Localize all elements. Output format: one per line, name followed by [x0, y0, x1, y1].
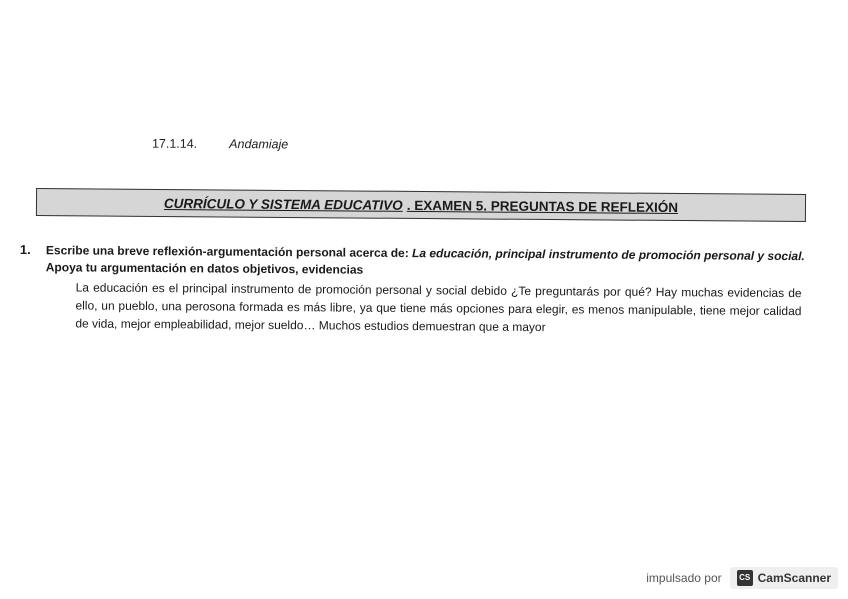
section-number: 17.1.14. — [151, 136, 198, 151]
camscanner-logo-icon: CS — [737, 570, 753, 586]
prompt-topic: La educación, principal instrumento de promoción personal y social. — [412, 246, 805, 264]
watermark-brand: CamScanner — [757, 571, 831, 585]
watermark-label: impulsado por — [646, 571, 722, 585]
question-number: 1. — [19, 242, 31, 258]
camscanner-logo — [730, 567, 838, 589]
banner-subject: CURRÍCULO Y SISTEMA EDUCATIVO — [163, 195, 403, 213]
question-block — [19, 242, 810, 338]
camscanner-watermark — [646, 567, 838, 589]
prompt-end: Apoya tu argumentación en datos objetivos, evidencias — [45, 260, 364, 277]
section-heading — [152, 137, 288, 152]
answer-text: La educación es el principal instrumento de promoción personal y social debido ¿Te preguntarás por qué? Hay muchas evidencias de ello, un pueblo, una perosona formada es más libre, ya que tiene más opciones para elegir, es menos manipulable, tiene mejor calidad de vida, mejor empleabilidad, mejor sueldo… Muchos estudios demuestran que a mayor — [75, 280, 802, 335]
banner-exam-label: . EXAMEN 5. PREGUNTAS DE REFLEXIÓN — [406, 197, 679, 215]
prompt-start: Escribe una breve reflexión-argumentación personal acerca de: — [45, 243, 413, 261]
section-title: Andamiaje — [229, 137, 289, 152]
exam-title-banner — [36, 188, 806, 222]
question-prompt — [46, 242, 810, 282]
